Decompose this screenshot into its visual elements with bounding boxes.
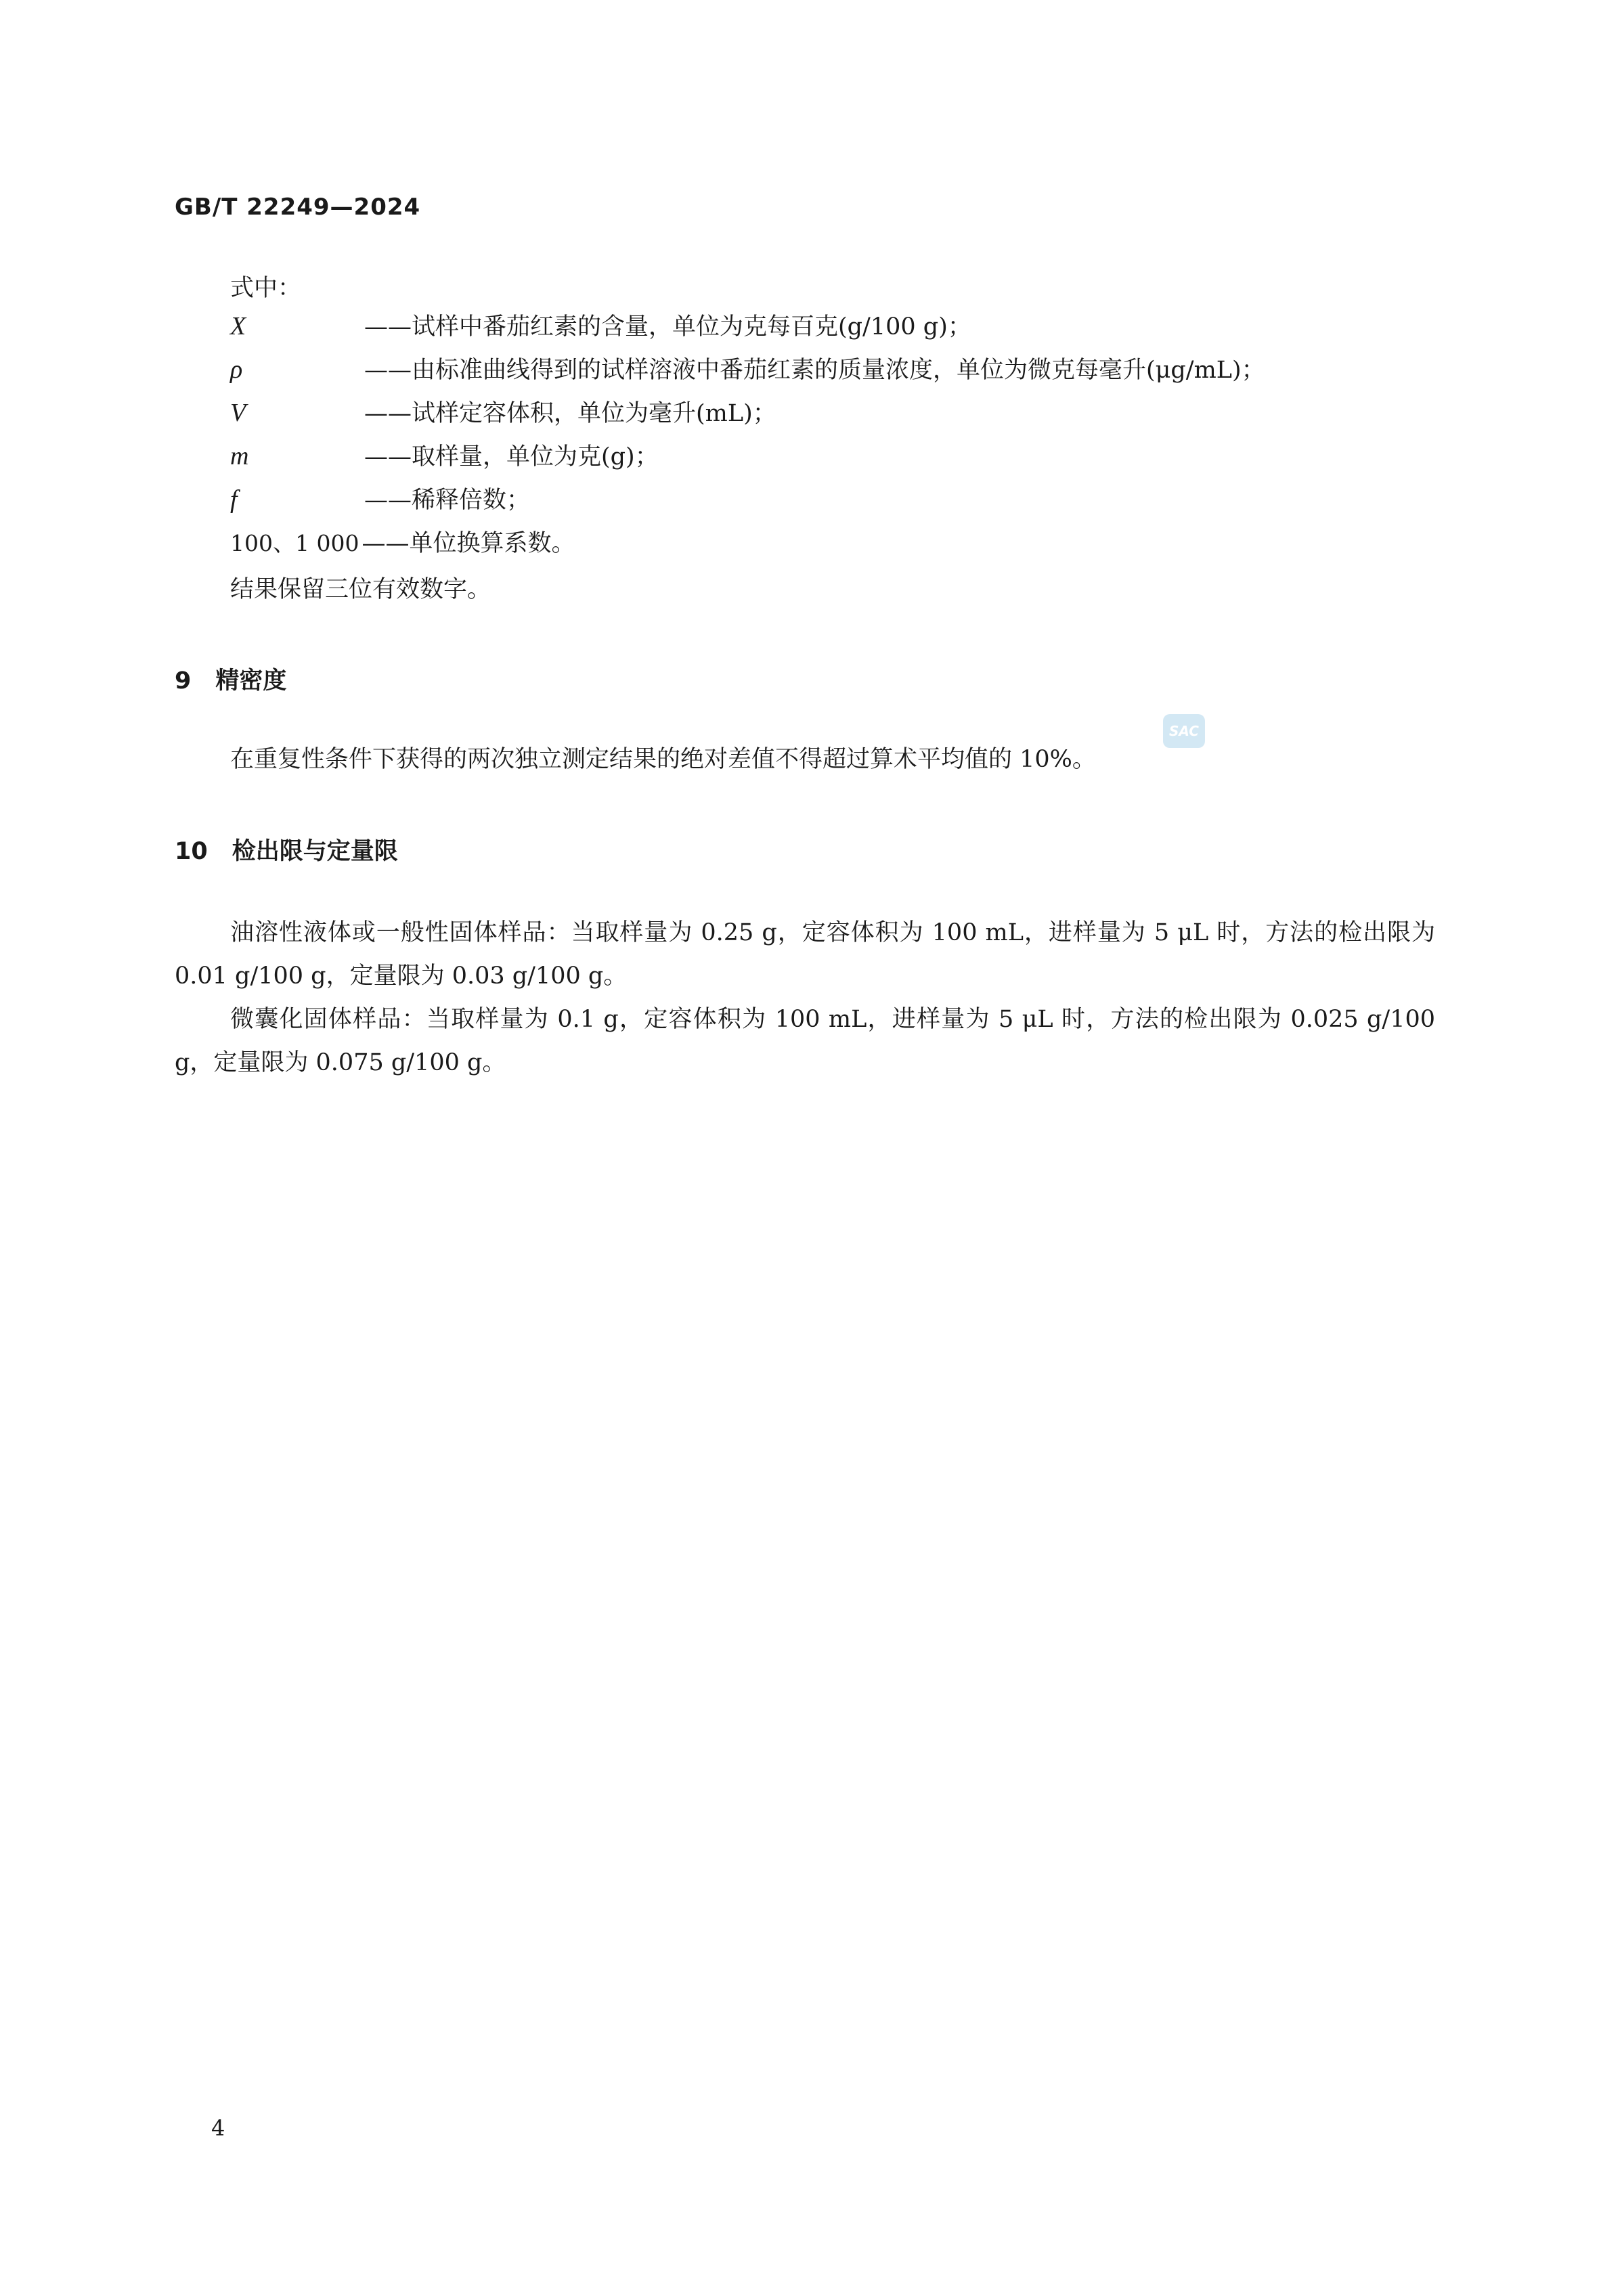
definition-row [230,525,1516,568]
paragraph: 油溶性液体或一般性固体样品：当取样量为 0.25 g，定容体积为 100 mL，进样量为 5 μL 时，方法的检出限为 0.01 g/100 g，定量限为 0.03 g/100 g。 [175,919,1435,990]
sac-watermark-logo: SAC [1163,714,1205,748]
definition-symbol: ρ [230,355,243,384]
section-number: 9 [175,667,192,694]
definition-text: ——由标准曲线得到的试样溶液中番茄红素的质量浓度，单位为微克每毫升(μg/mL)； [364,357,1265,384]
definition-symbol: m [230,442,249,470]
paragraph: 微囊化固体样品：当取样量为 0.1 g，定容体积为 100 mL，进样量为 5 μL 时，方法的检出限为 0.025 g/100 g，定量限为 0.075 g/100 g。 [175,1006,1435,1076]
definition-text: ——稀释倍数； [364,487,531,514]
section-title: 检出限与定量限 [232,838,398,865]
definition-text: ——试样中番茄红素的含量，单位为克每百克(g/100 g)； [364,313,971,340]
definition-text: ——取样量，单位为克(g)； [364,443,659,470]
definition-symbol: 100、1 000 [230,530,359,556]
section-title: 精密度 [215,667,287,694]
definition-row [230,351,1516,395]
definition-row [230,481,1516,525]
section-heading-precision [175,662,286,696]
definition-row [230,438,1516,481]
definition-row [230,395,1516,438]
definition-row [230,308,1516,351]
result-note: 结果保留三位有效数字。 [230,576,491,603]
page-number: 4 [211,2115,225,2141]
definition-text: ——试样定容体积，单位为毫升(mL)； [364,400,776,427]
definition-symbol: V [230,399,246,427]
definition-symbol: X [230,312,246,340]
section-number: 10 [175,838,208,865]
variable-definitions [230,308,1516,568]
definition-symbol: f [230,485,238,514]
standard-code: GB/T 22249—2024 [175,194,421,221]
definition-text: ——单位换算系数。 [361,530,575,557]
section-heading-detection-limits [175,833,398,866]
formula-where-label: 式中： [230,275,302,302]
paragraph: 在重复性条件下获得的两次独立测定结果的绝对差值不得超过算术平均值的 10%。 [230,746,1096,773]
